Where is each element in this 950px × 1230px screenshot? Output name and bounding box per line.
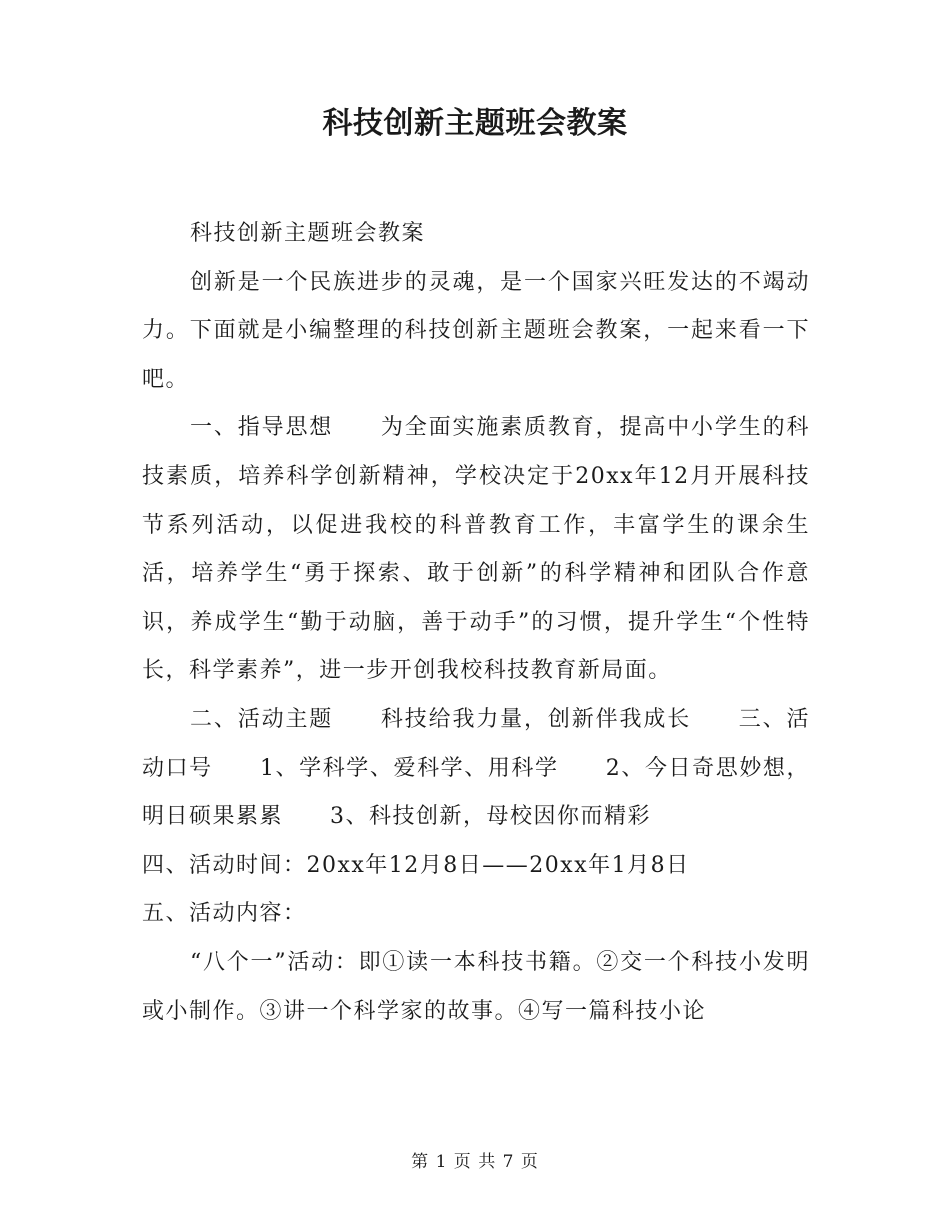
- body-paragraph-guiding-thought: 一、指导思想 为全面实施素质教育，提高中小学生的科技素质，培养科学创新精神，学校决定于20xx年12月开展科技节系列活动，以促进我校的科普教育工作，丰富学生的课余生活，培养学生“勇于探索、敢于创新”的科学精神和团队合作意识，养成学生“勤于动脑，善于动手”的习惯，提升学生“个性特长，科学素养”，进一步开创我校科技教育新局面。: [142, 415, 810, 684]
- body-paragraph-eight-ones: “八个一”活动：即①读一本科技书籍。②交一个科技小发明或小制作。③讲一个科学家的故事。④写一篇科技小论: [142, 949, 810, 1024]
- page-footer: 第 1 页 共 7 页: [411, 1152, 539, 1172]
- document-body: [142, 210, 810, 1036]
- body-paragraph-activity-content-heading: 五、活动内容：: [142, 901, 307, 927]
- body-paragraph-activity-time: 四、活动时间：20xx年12月8日——20xx年1月8日: [142, 852, 690, 878]
- body-paragraph-theme-slogan: 二、活动主题 科技给我力量，创新伴我成长 三、活动口号 1、学科学、爱科学、用科学 2、今日奇思妙想，明日硕果累累 3、科技创新，母校因你而精彩: [142, 706, 810, 830]
- document-title: 科技创新主题班会教案: [322, 106, 628, 141]
- body-paragraph-intro: 创新是一个民族进步的灵魂，是一个国家兴旺发达的不竭动力。下面就是小编整理的科技创新主题班会教案，一起来看一下吧。: [142, 269, 810, 392]
- body-paragraph-subtitle: 科技创新主题班会教案: [190, 221, 426, 246]
